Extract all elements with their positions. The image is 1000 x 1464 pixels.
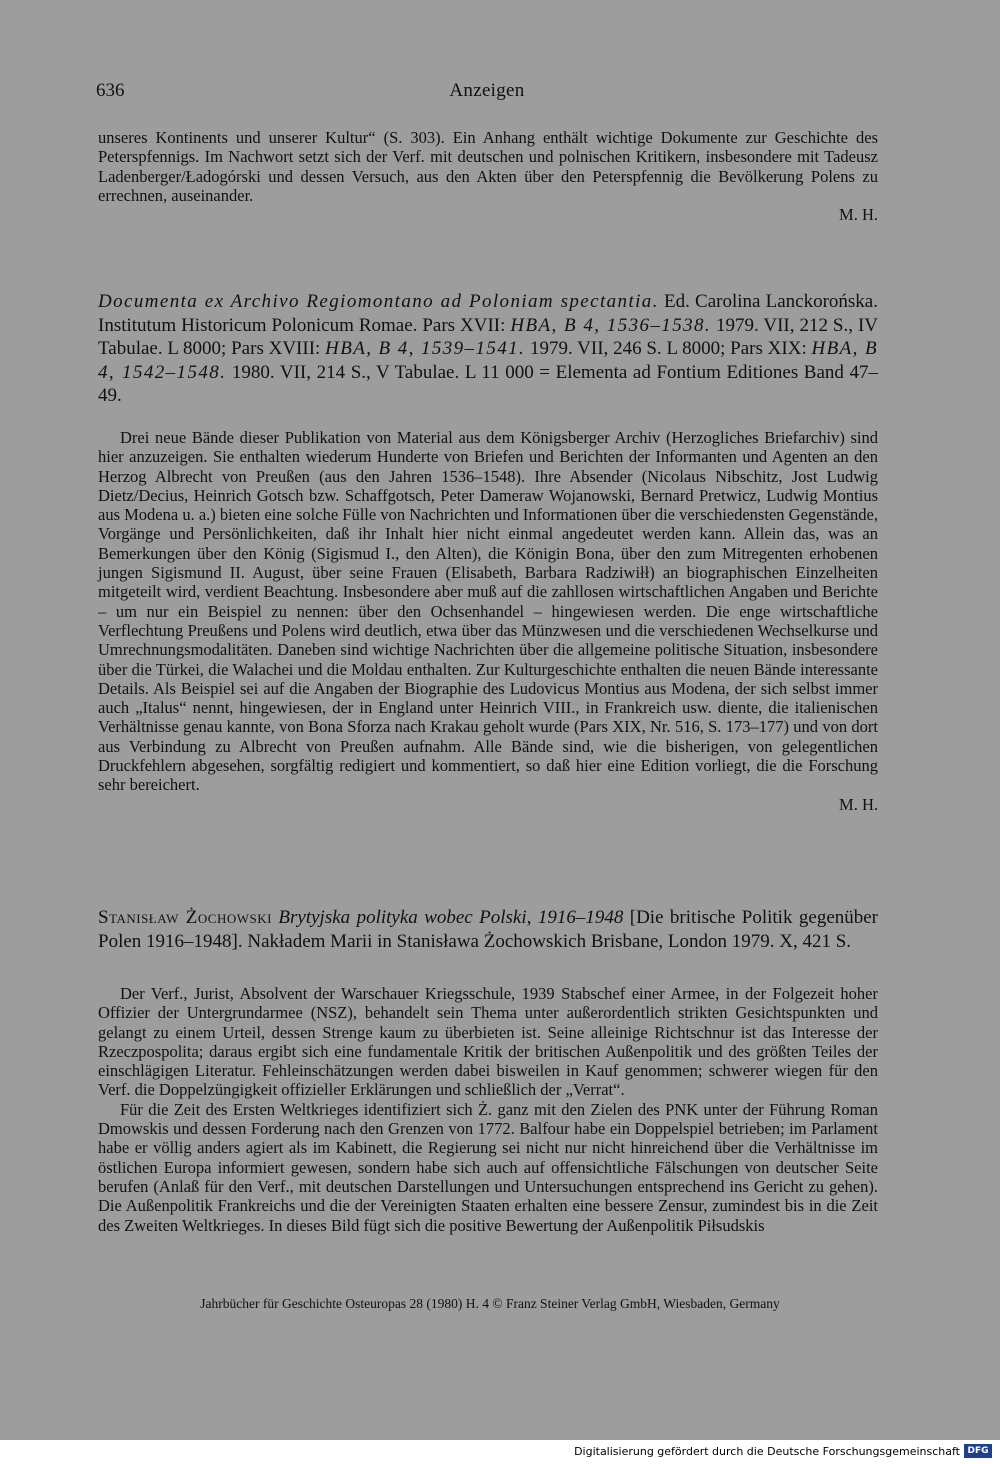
- series-volume: HBA, B 4, 1536–1538.: [510, 314, 712, 336]
- series-volume: HBA, B 4, 1539–1541.: [325, 338, 526, 359]
- review-title: [98, 290, 878, 408]
- author-name: Stanisław Żochowski: [98, 907, 272, 928]
- running-head: Anzeigen: [449, 80, 525, 101]
- book-title: Brytyjska polityka wobec Polski, 1916–1948: [278, 907, 624, 928]
- series-volume: HBA, B 4, 1542–1548.: [98, 338, 878, 383]
- reviewer-signature: M. H.: [839, 205, 878, 225]
- bibliographic-info: 1979. VII, 212 S., IV Tabulae. L 8000; Pars XVIII:: [98, 314, 878, 359]
- dfg-attribution-bar: [0, 1440, 1000, 1464]
- paragraph: Der Verf., Jurist, Absolvent der Warschauer Kriegsschule, 1939 Stabschef einer Armee, in der Folgezeit hoher Offizier der Untergrundarmee (NSZ), behandelt sein Thema unter außerordentlich strikten Gesichtspunkten und gelangt zu einem Urteil, dessen Strenge kaum zu überbieten ist. Seine alleinige Richtschnur ist das Interesse der Rzeczpospolita; daraus ergibt sich eine fundamentale Kritik der britischen Außenpolitik und des größten Teiles der einschlägigen Literatur. Fehleinschätzungen werden dabei bisweilen in Kauf genommen; schwerer wiegen für den Verf. die Doppelzüngigkeit offizieller Erklärungen und schließlich der „Verrat“.: [98, 984, 878, 1100]
- dfg-logo-icon[interactable]: DFG: [964, 1444, 992, 1458]
- bibliographic-info: [Die britische Politik gegenüber Polen 1916–1948]. Nakładem Marii in Stanisława Żochowskich Brisbane, London 1979. X, 421 S.: [98, 907, 879, 952]
- review-title: [98, 906, 878, 953]
- paragraph: Für die Zeit des Ersten Weltkrieges identifiziert sich Ż. ganz mit den Zielen des PNK unter der Führung Roman Dmowskis und dessen Forderung nach den Grenzen von 1772. Balfour habe ein Doppelspiel betrieben; im Parlament habe er völlig anders agiert als im Kabinett, die Regierung sei nicht nur nicht hinreichend über die Verhältnisse im östlichen Europa informiert gewesen, sondern habe sich auch auf offensichtliche Fälschungen von deutscher Seite berufen (Anlaß für den Verf., mit deutschen Darstellungen und Untersuchungen entsprechend ins Gericht zu gehen). Die Außenpolitik Frankreichs und die der Vereinigten Staaten erhalten eine bessere Zensur, zumindest bis in die Zeit des Zweiten Weltkrieges. In dieses Bild fügt sich die positive Bewertung der Außenpolitik Piłsudskis: [98, 1099, 878, 1235]
- bibliographic-info: Ed. Carolina Lanckorońska. Institutum Historicum Polonicum Romae. Pars XVII:: [98, 291, 878, 336]
- paragraph: unseres Kontinents und unserer Kultur“ (S. 303). Ein Anhang enthält wichtige Dokumente zur Geschichte des Peterspfennigs. Im Nachwort setzt sich der Verf. mit deutschen und polnischen Kritikern, insbesondere mit Tadeusz Ladenberger/Ładogórski und dessen Versuch, aus den Akten über den Peterspfennig die Bevölkerung Polens zu errechnen, auseinander.: [98, 128, 878, 205]
- bibliographic-info: 1979. VII, 246 S. L 8000; Pars XIX:: [525, 338, 812, 359]
- review-body: [98, 428, 878, 814]
- bibliographic-info: 1980. VII, 214 S., V Tabulae. L 11 000 = Elementa ad Fontium Editiones Band 47–49.: [98, 361, 879, 406]
- dfg-attribution-text: Digitalisierung gefördert durch die Deutsche Forschungsgemeinschaft: [574, 1445, 960, 1458]
- book-title: Documenta ex Archivo Regiomontano ad Poloniam spectantia.: [98, 291, 659, 312]
- previous-review-ending: [98, 128, 878, 224]
- paragraph: Drei neue Bände dieser Publikation von Material aus dem Königsberger Archiv (Herzogliches Briefarchiv) sind hier anzuzeigen. Sie enthalten wiederum Hunderte von Briefen und Berichten der Informanten und Agenten an den Herzog Albrecht von Preußen (aus den Jahren 1536–1548). Ihre Absender (Nicolaus Nibschitz, Jost Ludwig Dietz/Decius, Heinrich Gotsch bzw. Schaffgotsch, Peter Dameraw Wojanowski, Bernard Pretwicz, Ludwig Montius aus Modena u. a.) bieten eine solche Fülle von Nachrichten und Informationen über die verschiedensten Gegenstände, Vorgänge und Persönlichkeiten, daß ihr Inhalt hier nicht einmal angedeutet werden kann. Allein das, was an Bemerkungen über den König (Sigismud I., den Alten), die Königin Bona, über den zum Mitregenten erhobenen jungen Sigismund II. August, über seine Frauen (Elisabeth, Barbara Radziwiłł) an biographischen Einzelheiten mitgeteilt wird, verdient Beachtung. Insbesondere aber muß auf die zahllosen wirtschaftlichen Angaben und Berichte – um nur ein Beispiel zu nennen: über den Ochsenhandel – hingewiesen werden. Die enge wirtschaftliche Verflechtung Preußens und Polens wird deutlich, etwa über das Münzwesen und die verschiedenen Wechselkurse und Umrechnungsmodalitäten. Daneben sind wichtige Nachrichten über die allgemeine politische Situation, insbesondere über die Türkei, die Walachei und die Moldau enthalten. Zur Kulturgeschichte enthalten die neuen Bände interessante Details. Als Beispiel sei auf die Angaben der Biographie des Ludovicus Montius aus Modena, der sich selbst immer auch „Italus“ nennt, hingewiesen, der in England unter Heinrich VIII., in Frankreich usw. diente, die italienischen Verhältnisse genau kannte, von Bona Sforza nach Krakau geholt wurde (Pars XIX, Nr. 516, S. 173–177) und von dort aus Verbindung zu Albrecht von Preußen aufnahm. Alle Bände sind, wie die bisherigen, von gelegentlichen Druckfehlern abgesehen, sorgfältig redigiert und kommentiert, so daß hier eine Edition vorliegt, die die Forschung sehr bereichert.: [98, 428, 878, 795]
- review-body: [98, 984, 878, 1235]
- publisher-footer: Jahrbücher für Geschichte Osteuropas 28 (1980) H. 4 © Franz Steiner Verlag GmbH, Wiesbaden, Germany: [200, 1296, 780, 1311]
- page-header: [96, 80, 878, 110]
- reviewer-signature: M. H.: [839, 794, 878, 814]
- page-number: 636: [96, 80, 125, 101]
